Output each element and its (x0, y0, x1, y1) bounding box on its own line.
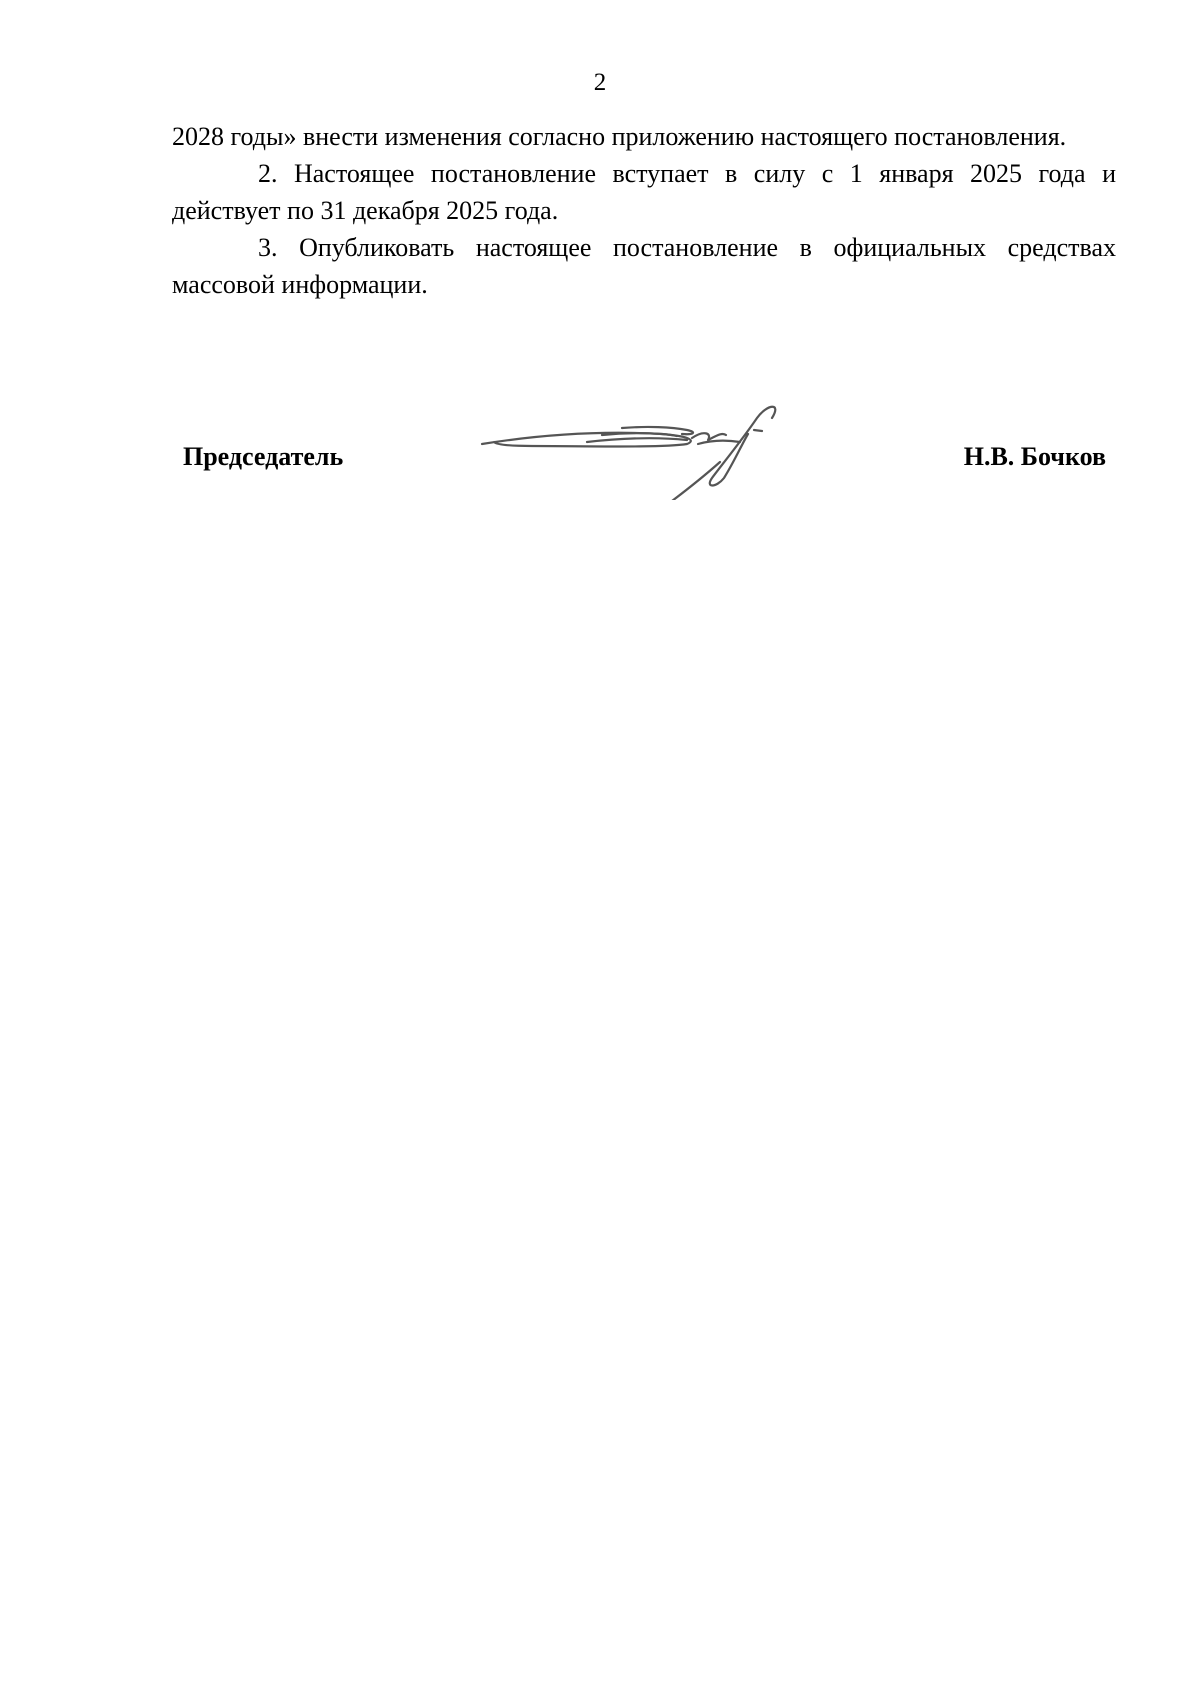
handwritten-signature-icon (472, 400, 792, 500)
signature-block (172, 400, 1116, 500)
paragraph-item-2: 2. Настоящее постановление вступает в силу с 1 января 2025 года и действует по 31 декабря 2025 года. (172, 159, 1116, 225)
page-number: 2 (593, 69, 607, 96)
signatory-name: Н.В. Бочков (963, 442, 1106, 471)
paragraph-continuation: 2028 годы» внести изменения согласно приложению настоящего постановления. (172, 122, 1067, 151)
document-body (172, 118, 1116, 303)
signatory-role: Председатель (183, 442, 344, 471)
paragraph-item-3: 3. Опубликовать настоящее постановление в официальных средствах массовой информации. (172, 233, 1116, 299)
